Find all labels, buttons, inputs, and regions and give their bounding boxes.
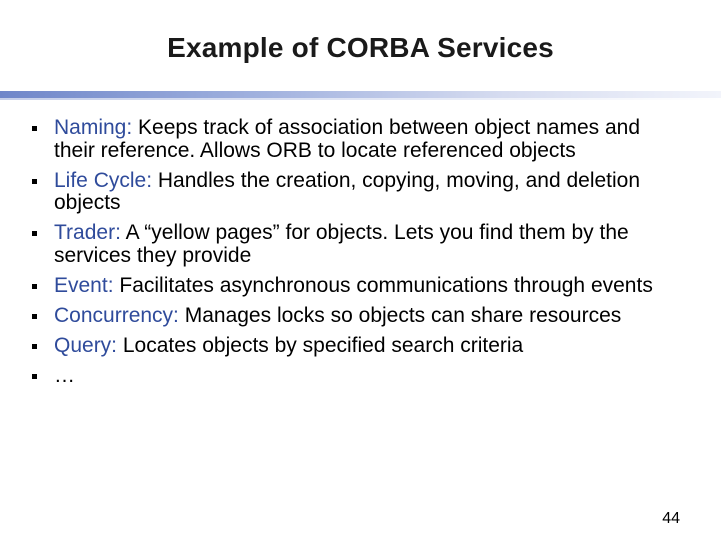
service-description: Handles the creation, copying, moving, and deletion objects [54, 168, 641, 214]
service-description: … [54, 363, 75, 387]
service-description: Locates objects by specified search criteria [117, 333, 524, 357]
square-bullet-icon [32, 284, 37, 289]
list-item-query [30, 335, 680, 358]
slide-title: Example of CORBA Services [167, 32, 554, 63]
list-item-trader [30, 222, 680, 267]
services-list [30, 117, 680, 395]
service-description: Facilitates asynchronous communications through events [113, 273, 653, 297]
service-term: Query: [54, 333, 118, 357]
service-term: Concurrency: [54, 303, 179, 327]
service-term: Event: [54, 273, 114, 297]
title-divider-shadow [0, 98, 721, 100]
square-bullet-icon [32, 344, 37, 349]
title-divider [0, 91, 721, 98]
service-term: Trader: [54, 221, 121, 244]
service-description: Manages locks so objects can share resources [178, 303, 622, 327]
square-bullet-icon [32, 179, 37, 184]
square-bullet-icon [32, 374, 37, 379]
list-item-naming [30, 117, 680, 162]
service-term: Life Cycle: [54, 168, 153, 192]
service-term: Naming: [54, 116, 133, 139]
square-bullet-icon [32, 231, 37, 236]
square-bullet-icon [32, 126, 37, 131]
service-description: A “yellow pages” for objects. Lets you find them by the services they provide [54, 221, 629, 267]
square-bullet-icon [32, 314, 37, 319]
list-item-life-cycle [30, 170, 680, 215]
list-item-concurrency [30, 305, 680, 328]
list-item-event [30, 275, 680, 298]
page-number: 44 [662, 510, 680, 527]
list-item-ellipsis [30, 365, 680, 388]
service-description: Keeps track of association between object names and their reference. Allows ORB to locate referenced objects [54, 116, 641, 162]
